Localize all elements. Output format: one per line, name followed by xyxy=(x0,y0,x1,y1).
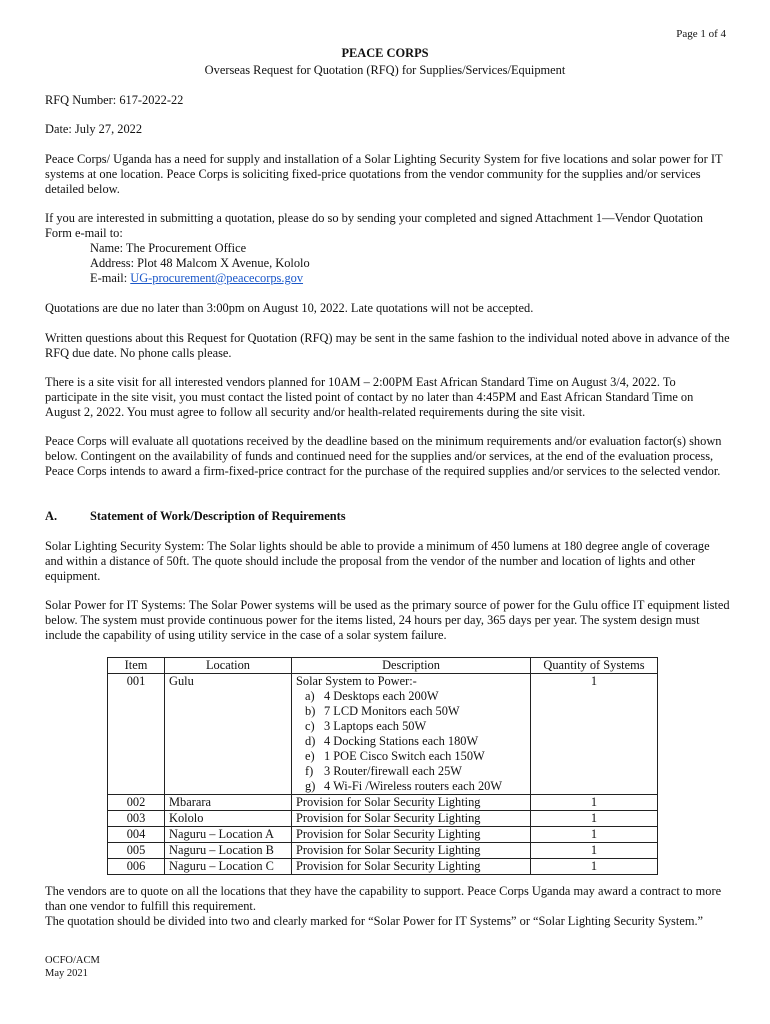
list-item xyxy=(305,719,526,734)
email-link[interactable]: UG-procurement@peacecorps.gov xyxy=(130,271,304,285)
list-text: 4 Wi-Fi /Wireless routers each 20W xyxy=(324,779,503,793)
closing-block xyxy=(45,884,730,929)
cell-location: Gulu xyxy=(165,674,292,795)
document-subtitle: Overseas Request for Quotation (RFQ) for Supplies/Services/Equipment xyxy=(204,63,566,77)
cell-description xyxy=(292,674,531,795)
cell-location: Naguru – Location A xyxy=(165,827,292,843)
table-row xyxy=(108,674,658,795)
list-item xyxy=(305,779,526,794)
solar-lighting-paragraph: Solar Lighting Security System: The Solar lights should be able to provide a minimum of 450 lumens at 180 degree angle of coverage and within a distance of 50ft. The quote should include the proposal from the vendor of the number and location of lights and other equipment. xyxy=(45,539,710,583)
due-paragraph: Quotations are due no later than 3:00pm on August 10, 2022. Late quotations will not be accepted. xyxy=(45,301,534,315)
cell-description: Provision for Solar Security Lighting xyxy=(292,827,531,843)
list-text: 1 POE Cisco Switch each 150W xyxy=(324,749,485,763)
cell-item: 001 xyxy=(108,674,165,795)
section-title: Statement of Work/Description of Requirements xyxy=(90,509,346,523)
table-row xyxy=(108,811,658,827)
section-a-heading xyxy=(45,509,346,524)
rfq-date: Date: July 27, 2022 xyxy=(45,122,143,136)
requirements-table xyxy=(107,657,658,875)
org-title: PEACE CORPS xyxy=(341,46,429,60)
cell-location: Mbarara xyxy=(165,795,292,811)
closing-paragraph-2: The quotation should be divided into two and clearly marked for “Solar Power for IT Systems” or “Solar Lighting Security System.” xyxy=(45,914,704,928)
page-footer xyxy=(45,954,100,980)
cell-item: 006 xyxy=(108,859,165,875)
header-description: Description xyxy=(292,658,531,674)
footer-office: OCFO/ACM xyxy=(45,955,100,966)
cell-description: Provision for Solar Security Lighting xyxy=(292,859,531,875)
cell-quantity: 1 xyxy=(531,795,658,811)
submission-block xyxy=(45,211,730,286)
section-number: A. xyxy=(45,509,58,523)
cell-quantity: 1 xyxy=(531,843,658,859)
list-item xyxy=(305,764,526,779)
list-text: 7 LCD Monitors each 50W xyxy=(324,704,460,718)
closing-paragraph-1: The vendors are to quote on all the locations that they have the capability to support. Peace Corps Uganda may award a contract to more than one vendor to fulfill this requirement. xyxy=(45,884,722,913)
list-text: 3 Laptops each 50W xyxy=(324,719,427,733)
footer-date: May 2021 xyxy=(45,968,88,979)
list-marker: b) xyxy=(305,704,316,718)
questions-paragraph: Written questions about this Request for Quotation (RFQ) may be sent in the same fashion to the individual noted above in advance of the RFQ due date. No phone calls please. xyxy=(45,331,730,360)
list-text: 4 Desktops each 200W xyxy=(324,689,439,703)
list-item xyxy=(305,689,526,704)
evaluation-paragraph: Peace Corps will evaluate all quotations received by the deadline based on the minimum requirements and/or evaluation factor(s) shown below. Contingent on the availability of funds and continued need for the supplies and/or services, at the end of the evaluation process, Peace Corps intends to award a firm-fixed-price contract for the purchase of the required supplies and/or services to the selected vendor. xyxy=(45,434,722,478)
table-row xyxy=(108,795,658,811)
email-label: E-mail: xyxy=(90,271,131,285)
table-row xyxy=(108,827,658,843)
header-item: Item xyxy=(108,658,165,674)
cell-quantity: 1 xyxy=(531,811,658,827)
cell-item: 004 xyxy=(108,827,165,843)
cell-item: 005 xyxy=(108,843,165,859)
list-text: 3 Router/firewall each 25W xyxy=(324,764,462,778)
cell-location: Naguru – Location C xyxy=(165,859,292,875)
cell-item: 003 xyxy=(108,811,165,827)
equipment-list xyxy=(296,689,526,794)
list-marker: g) xyxy=(305,779,316,793)
intro-paragraph: Peace Corps/ Uganda has a need for supply and installation of a Solar Lighting Security System for five locations and solar power for IT systems at one location. Peace Corps is soliciting fixed-price quotations from the vendor community for the supplies and/or services detailed below. xyxy=(45,152,723,196)
rfq-number: RFQ Number: 617-2022-22 xyxy=(45,93,184,107)
list-item xyxy=(305,704,526,719)
list-text: 4 Docking Stations each 180W xyxy=(324,734,479,748)
submission-lead: If you are interested in submitting a quotation, please do so by sending your completed and signed Attachment 1—Vendor Quotation Form e-mail to: xyxy=(45,211,703,240)
list-marker: c) xyxy=(305,719,315,733)
header-location: Location xyxy=(165,658,292,674)
table-row xyxy=(108,843,658,859)
cell-location: Kololo xyxy=(165,811,292,827)
cell-quantity: 1 xyxy=(531,859,658,875)
list-marker: f) xyxy=(305,764,314,778)
cell-quantity: 1 xyxy=(531,674,658,795)
description-heading: Solar System to Power:- xyxy=(296,674,417,688)
page-number: Page 1 of 4 xyxy=(676,28,726,40)
cell-description: Provision for Solar Security Lighting xyxy=(292,795,531,811)
table-row xyxy=(108,859,658,875)
list-marker: a) xyxy=(305,689,315,703)
list-item xyxy=(305,749,526,764)
site-visit-paragraph: There is a site visit for all interested vendors planned for 10AM – 2:00PM East African Standard Time on August 3/4, 2022. To participate in the site visit, you must contact the listed point of contact by no later than 4:45PM and East African Standard Time on August 2, 2022. You must agree to follow all security and/or health-related requirements during the site visit. xyxy=(45,375,694,419)
contact-email-line xyxy=(45,271,730,286)
list-item xyxy=(305,734,526,749)
contact-address: Address: Plot 48 Malcom X Avenue, Kololo xyxy=(90,256,310,270)
solar-power-paragraph: Solar Power for IT Systems: The Solar Power systems will be used as the primary source of power for the Gulu office IT equipment listed below. The system must provide continuous power for the items listed, 24 hours per day, 365 days per year. The system design must include the capability of using utility service in the case of a solar system failure. xyxy=(45,598,730,642)
cell-item: 002 xyxy=(108,795,165,811)
table-header-row xyxy=(108,658,658,674)
cell-location: Naguru – Location B xyxy=(165,843,292,859)
cell-description: Provision for Solar Security Lighting xyxy=(292,811,531,827)
cell-description: Provision for Solar Security Lighting xyxy=(292,843,531,859)
list-marker: e) xyxy=(305,749,315,763)
contact-name: Name: The Procurement Office xyxy=(90,241,247,255)
list-marker: d) xyxy=(305,734,316,748)
cell-quantity: 1 xyxy=(531,827,658,843)
header-quantity: Quantity of Systems xyxy=(531,658,658,674)
